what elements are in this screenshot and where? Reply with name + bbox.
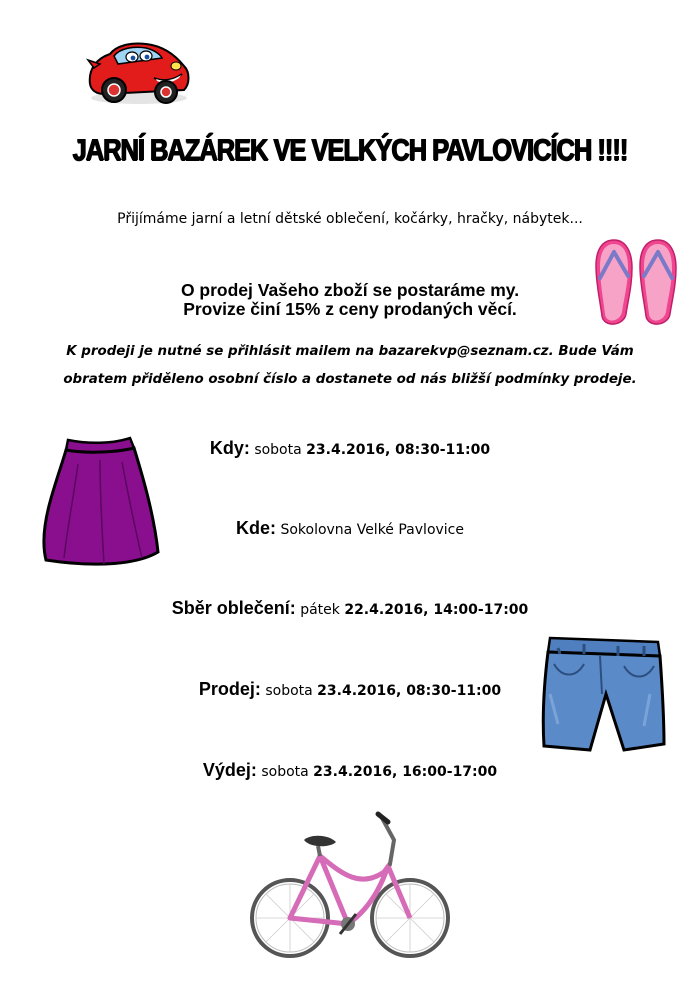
- intro-text: Přijímáme jarní a letní dětské oblečení, kočárky, hračky, nábytek...: [117, 211, 583, 227]
- collection-label: Sběr oblečení:: [171, 598, 296, 618]
- pickup-label: Výdej:: [202, 760, 257, 780]
- where-row: [0, 518, 700, 539]
- sale-day: sobota: [265, 683, 313, 699]
- when-row: [0, 438, 700, 459]
- when-datetime: 23.4.2016, 08:30-11:00: [306, 442, 491, 458]
- page-title: JARNÍ BAZÁREK VE VELKÝCH PAVLOVICÍCH !!!!: [72, 132, 628, 167]
- pickup-row: [0, 760, 700, 781]
- where-label: Kde:: [235, 518, 276, 538]
- collection-row: [0, 598, 700, 619]
- bicycle-illustration: [248, 810, 454, 960]
- sale-datetime: 23.4.2016, 08:30-11:00: [317, 683, 502, 699]
- collection-day: pátek: [300, 602, 340, 618]
- where-place: Sokolovna Velké Pavlovice: [280, 522, 464, 538]
- when-day: sobota: [254, 442, 302, 458]
- promo-line-1: O prodej Vašeho zboží se postaráme my.: [180, 280, 520, 300]
- pickup-day: sobota: [261, 764, 309, 780]
- when-label: Kdy:: [209, 438, 250, 458]
- registration-note: [40, 338, 660, 394]
- pickup-datetime: 23.4.2016, 16:00-17:00: [313, 764, 498, 780]
- note-line-2: obratem přiděleno osobní číslo a dostanete od nás bližší podmínky prodeje.: [63, 372, 637, 387]
- car-illustration: [84, 38, 194, 108]
- collection-datetime: 22.4.2016, 14:00-17:00: [344, 602, 529, 618]
- note-line-1: K prodeji je nutné se přihlásit mailem na bazarekvp@seznam.cz. Bude Vám: [66, 344, 634, 359]
- promo-line-2: Provize činí 15% z ceny prodaných věcí.: [183, 299, 517, 319]
- sale-label: Prodej:: [198, 679, 261, 699]
- sale-row: [0, 679, 700, 700]
- promo-block: [0, 281, 700, 319]
